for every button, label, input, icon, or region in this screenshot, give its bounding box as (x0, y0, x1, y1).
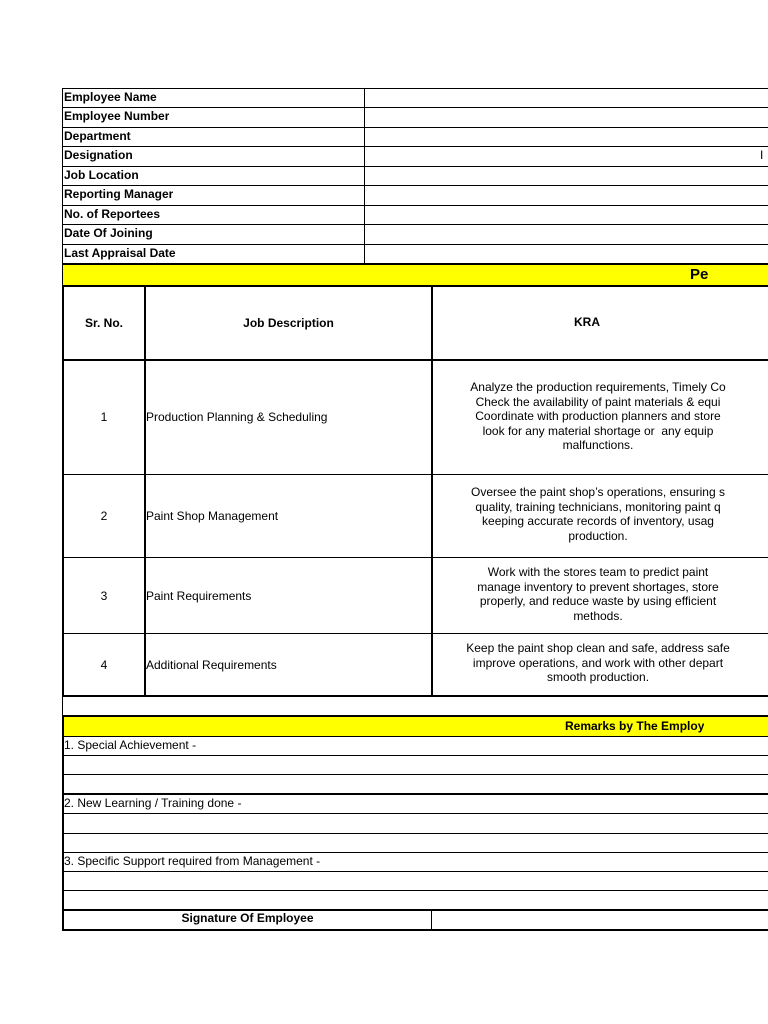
signature-label: Signature Of Employee (181, 911, 314, 925)
remark-specific-support-field[interactable] (64, 873, 764, 890)
value-employee-name[interactable] (366, 89, 766, 106)
row-kra: Analyze the production requirements, Timely Co Check the availability of paint materials & equi Coordinate with production planners and store look for any material shortage or any equip malfunctions. (470, 380, 726, 452)
label-last-appraisal-date: Last Appraisal Date (64, 246, 176, 260)
value-no-of-reportees[interactable] (366, 206, 766, 223)
label-no-of-reportees: No. of Reportees (64, 207, 161, 221)
section-banner (63, 265, 768, 285)
remark-new-learning: 2. New Learning / Training done - (64, 796, 242, 810)
row-job-description: Paint Shop Management (146, 509, 279, 523)
appraisal-form-sheet (62, 88, 768, 931)
row-job-description: Paint Requirements (146, 588, 252, 603)
section-banner-title: Pe (690, 266, 709, 283)
header-job-description: Job Description (243, 315, 334, 330)
value-designation-partial[interactable]: I (760, 148, 764, 162)
remarks-banner-title: Remarks by The Employ (565, 719, 705, 733)
row-sr-no: 4 (100, 657, 108, 672)
label-reporting-manager: Reporting Manager (64, 187, 174, 201)
row-sr-no: 3 (100, 588, 108, 603)
value-department[interactable] (366, 128, 766, 145)
remark-new-learning-field[interactable] (64, 815, 764, 832)
header-sr-no: Sr. No. (84, 315, 123, 330)
label-employee-name: Employee Name (64, 90, 157, 104)
header-kra: KRA (574, 315, 600, 329)
row-kra: Oversee the paint shop’s operations, ensuring s quality, training technicians, monitoring paint q keeping accurate records of inventory, usag production. (471, 485, 725, 543)
row-kra: Work with the stores team to predict paint manage inventory to prevent shortages, store properly, and reduce waste by using efficient methods. (477, 565, 719, 623)
value-reporting-manager[interactable] (366, 186, 766, 203)
row-kra: Keep the paint shop clean and safe, address safe improve operations, and work with other depart smooth production. (466, 641, 730, 684)
label-department: Department (64, 129, 131, 143)
row-job-description: Production Planning & Scheduling (146, 410, 328, 424)
value-last-appraisal-date[interactable] (366, 245, 766, 262)
signature-field[interactable] (434, 911, 764, 928)
label-date-of-joining: Date Of Joining (64, 226, 153, 240)
value-employee-number[interactable] (366, 109, 766, 126)
row-sr-no: 2 (100, 509, 108, 523)
label-employee-number: Employee Number (64, 109, 170, 123)
remark-specific-support: 3. Specific Support required from Management - (64, 854, 321, 868)
remark-special-achievement: 1. Special Achievement - (64, 738, 197, 752)
row-job-description: Additional Requirements (146, 657, 277, 672)
remark-special-achievement-field[interactable] (64, 757, 764, 774)
row-sr-no: 1 (100, 410, 108, 424)
label-job-location: Job Location (64, 168, 139, 182)
label-designation: Designation (64, 148, 133, 162)
value-date-of-joining[interactable] (366, 225, 766, 242)
value-job-location[interactable] (366, 167, 766, 184)
